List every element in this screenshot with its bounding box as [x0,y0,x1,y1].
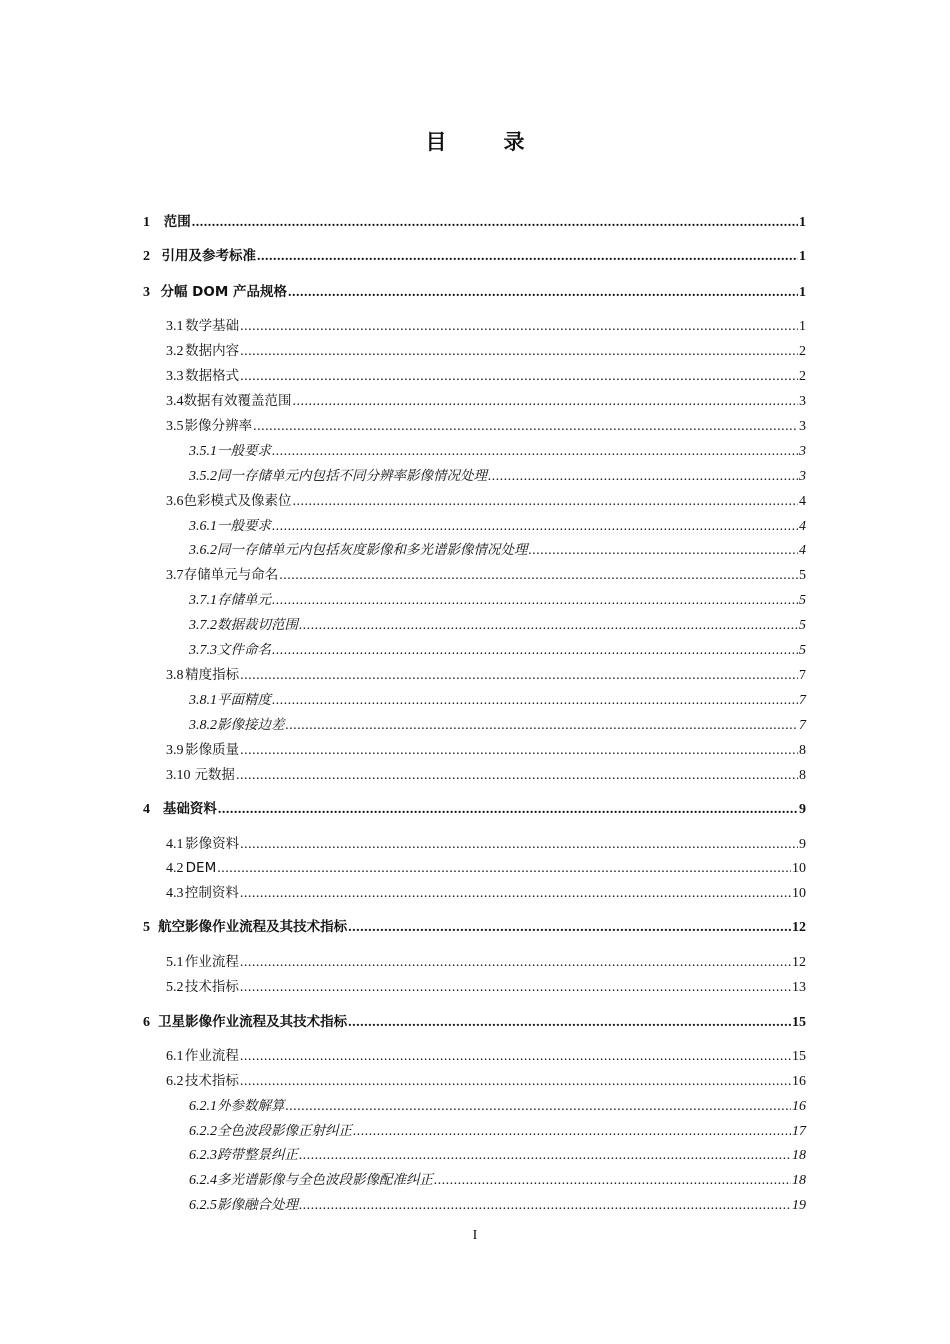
toc-entry[interactable] [189,715,806,735]
toc-entry-label: 作业流程 [184,1048,239,1064]
toc-entry[interactable] [189,640,806,660]
page-number-footer: I [472,1228,478,1243]
toc-entry-label: 影像质量 [185,742,240,758]
toc-dot-leader [279,566,798,586]
toc-entry[interactable] [166,834,806,854]
toc-dot-leader [272,442,798,462]
toc-entry-number: 3.5 [166,419,184,434]
toc-entry-label: 同一存储单元内包括不同分辨率影像情况处理 [217,468,487,484]
toc-entry-page: 4 [799,519,806,534]
toc-entry[interactable] [166,1046,806,1066]
toc-entry-page: 5 [799,568,806,583]
toc-entry-number: 3.1 [166,319,184,334]
toc-entry-label: 同一存储单元内包括灰度影像和多光谱影像情况处理 [217,542,528,558]
toc-entry[interactable] [189,1096,806,1116]
toc-entry-number: 3.6.1 [189,519,217,534]
toc-entry[interactable] [166,565,806,585]
toc-entry-page: 9 [799,837,806,852]
toc-entry-number: 3.3 [166,369,184,384]
toc-entry-label: 外参数解算 [217,1098,285,1114]
toc-entry-number: 3.7.1 [189,593,217,608]
toc-entry[interactable] [166,665,806,685]
toc-entry-label: 一般要求 [217,518,271,534]
toc-entry[interactable] [189,1170,806,1190]
toc-entry-label: 分幅 DOM 产品规格 [160,284,287,300]
toc-dot-leader [236,766,798,786]
toc-entry-page: 16 [792,1074,806,1089]
toc-entry-page: 17 [792,1124,806,1139]
toc-entry[interactable] [166,858,806,878]
toc-entry-page: 5 [799,618,806,633]
toc-dot-leader [272,691,798,711]
toc-dot-leader [272,591,798,611]
toc-entry-number: 6.2 [166,1074,184,1089]
toc-entry-page: 7 [799,718,806,733]
toc-entry-page: 10 [792,861,806,876]
toc-entry-number: 6.2.5 [189,1198,217,1213]
toc-entry-number: 1 [143,215,150,230]
toc-dot-leader [240,1047,791,1067]
toc-entry-page: 2 [799,369,806,384]
toc-dot-leader [240,1072,791,1092]
toc-entry-page: 18 [792,1148,806,1163]
toc-entry-number: 2 [143,249,150,264]
toc-entry[interactable] [189,441,806,461]
toc-entry[interactable] [166,977,806,997]
toc-entry-page: 5 [799,593,806,608]
toc-entry-label: 数学基础 [185,318,240,334]
toc-entry-page: 12 [792,955,806,970]
toc-entry-label: 色彩模式及像素位 [183,493,292,509]
toc-dot-leader [293,492,799,512]
toc-entry-page: 3 [799,444,806,459]
toc-entry-number: 6.2.2 [189,1124,217,1139]
toc-entry-label: 技术指标 [184,1073,239,1089]
toc-entry-number: 3.2 [166,344,184,359]
toc-entry-label: 存储单元与命名 [183,567,279,583]
toc-entry-page: 2 [799,344,806,359]
toc-entry[interactable] [143,1012,806,1032]
toc-entry-page: 15 [792,1015,806,1030]
toc-entry[interactable] [189,590,806,610]
toc-entry-page: 5 [799,643,806,658]
toc-entry-number: 3.7.2 [189,618,217,633]
toc-entry-page: 4 [799,494,806,509]
toc-entry-number: 3.8.1 [189,693,217,708]
toc-entry-number: 3.4 [166,394,184,409]
toc-dot-leader [299,1146,791,1166]
toc-entry-label: DEM [185,860,217,876]
toc-entry-label: 影像资料 [185,836,240,852]
toc-entry-label: 范围 [163,214,191,230]
toc-dot-leader [217,859,791,879]
toc-entry[interactable] [166,341,806,361]
toc-dot-leader [299,1196,791,1216]
toc-entry-number: 3.7 [166,568,184,583]
toc-entry-page: 16 [792,1099,806,1114]
toc-entry-label: 技术指标 [184,979,239,995]
toc-entry-label: 影像接边差 [217,717,285,733]
toc-entry-label: 文件命名 [217,642,271,658]
toc-entry[interactable] [166,491,806,511]
toc-dot-leader [240,884,791,904]
toc-entry[interactable] [189,540,806,560]
toc-dot-leader [488,467,798,487]
toc-entry-label: 精度指标 [185,667,240,683]
toc-entry-page: 8 [799,743,806,758]
toc-entry-label: 数据内容 [185,343,240,359]
toc-entry[interactable] [166,316,806,336]
toc-entry-page: 9 [799,802,806,817]
toc-dot-leader [253,417,798,437]
toc-entry[interactable] [189,466,806,486]
toc-entry-page: 1 [799,215,806,230]
toc-entry-number: 6.2.1 [189,1099,217,1114]
toc-dot-leader [240,317,798,337]
toc-entry-label: 存储单元 [217,592,271,608]
toc-entry-number: 3.8.2 [189,718,217,733]
toc-entry[interactable] [166,883,806,903]
toc-dot-leader [293,392,799,412]
toc-entry-label: 一般要求 [217,443,271,459]
toc-entry-label: 航空影像作业流程及其技术指标 [158,919,348,935]
toc-entry-number: 3.5.1 [189,444,217,459]
toc-entry-number: 5 [143,920,150,935]
toc-entry-page: 3 [799,394,806,409]
toc-dot-leader [240,978,791,998]
toc-dot-leader [286,716,799,736]
toc-entry-page: 13 [792,980,806,995]
toc-entry-page: 1 [799,319,806,334]
toc-dot-leader [272,641,798,661]
toc-entry[interactable] [166,1071,806,1091]
toc-entry-number: 4.3 [166,886,184,901]
toc-entry[interactable] [189,615,806,635]
toc-entry-number: 4.1 [166,837,184,852]
toc-entry[interactable] [189,516,806,536]
toc-entry-page: 1 [799,285,806,300]
toc-entry[interactable] [189,690,806,710]
toc-entry[interactable] [189,1195,806,1215]
toc-entry-number: 6.1 [166,1049,184,1064]
toc-dot-leader [353,1122,791,1142]
toc-dot-leader [240,835,798,855]
toc-dot-leader [299,616,798,636]
toc-dot-leader [240,741,798,761]
toc-entry-number: 3 [143,285,150,300]
toc-entry-page: 1 [799,249,806,264]
toc-entry-label: 全色波段影像正射纠正 [217,1123,352,1139]
toc-entry-label: 作业流程 [184,954,239,970]
toc-entry[interactable] [166,391,806,411]
toc-entry[interactable] [166,765,806,785]
toc-entry[interactable] [143,799,806,819]
toc-dot-leader [529,541,799,561]
toc-dot-leader [240,666,798,686]
toc-entry-page: 19 [792,1198,806,1213]
toc-entry[interactable] [143,212,806,232]
toc-entry-page: 3 [799,419,806,434]
toc-entry-label: 平面精度 [217,692,271,708]
toc-dot-leader [348,1013,791,1033]
toc-entry-number: 3.8 [166,668,184,683]
toc-entry-page: 7 [799,693,806,708]
toc-entry-label: 卫星影像作业流程及其技术指标 [158,1014,348,1030]
toc-entry-page: 18 [792,1173,806,1188]
toc-entry-number: 6.2.3 [189,1148,217,1163]
toc-entry[interactable] [166,416,806,436]
toc-entry[interactable] [166,740,806,760]
toc-entry-number: 6.2.4 [189,1173,217,1188]
toc-entry-label: 数据格式 [185,368,240,384]
toc-entry-number: 4 [143,802,150,817]
toc-dot-leader [286,1097,792,1117]
toc-entry-label: 影像分辨率 [184,418,253,434]
toc-entry-label: 控制资料 [184,885,239,901]
toc-entry-label: 影像融合处理 [217,1197,298,1213]
toc-dot-leader [240,367,798,387]
toc-dot-leader [288,283,798,303]
toc-dot-leader [434,1171,791,1191]
toc-entry[interactable] [166,366,806,386]
toc-entry-number: 3.6 [166,494,184,509]
toc-dot-leader [348,918,791,938]
toc-entry[interactable] [189,1145,806,1165]
page-title: 目 录 [425,130,543,154]
toc-entry[interactable] [166,952,806,972]
toc-entry-page: 10 [792,886,806,901]
toc-entry-number: 5.1 [166,955,184,970]
toc-entry[interactable] [143,917,806,937]
toc-entry-page: 12 [792,920,806,935]
toc-entry-number: 3.10 [166,768,191,783]
toc-entry[interactable] [143,246,806,266]
toc-entry-label: 跨带整景纠正 [217,1147,298,1163]
toc-entry-number: 6 [143,1015,150,1030]
toc-entry-page: 8 [799,768,806,783]
toc-entry-page: 7 [799,668,806,683]
toc-entry-number: 5.2 [166,980,184,995]
toc-entry-label: 数据有效覆盖范围 [183,393,292,409]
toc-entry-label: 引用及参考标准 [161,248,257,264]
toc-entry-label: 多光谱影像与全色波段影像配准纠正 [217,1172,433,1188]
toc-dot-leader [240,342,798,362]
toc-entry-number: 3.9 [166,743,184,758]
toc-entry-label: 数据裁切范围 [217,617,298,633]
toc-entry-number: 4.2 [166,861,184,876]
toc-dot-leader [272,517,798,537]
toc-dot-leader [240,953,791,973]
toc-dot-leader [192,213,798,233]
toc-entry-label: 基础资料 [162,801,217,817]
toc-entry-page: 4 [799,543,806,558]
toc-dot-leader [257,247,798,267]
toc-entry-page: 3 [799,469,806,484]
toc-entry-number: 3.6.2 [189,543,217,558]
toc-entry-number: 3.5.2 [189,469,217,484]
toc-entry-page: 15 [792,1049,806,1064]
toc-entry[interactable] [189,1121,806,1141]
toc-dot-leader [218,800,798,820]
toc-entry-number: 3.7.3 [189,643,217,658]
toc-entry[interactable] [143,282,806,302]
toc-entry-label: 元数据 [194,767,235,783]
